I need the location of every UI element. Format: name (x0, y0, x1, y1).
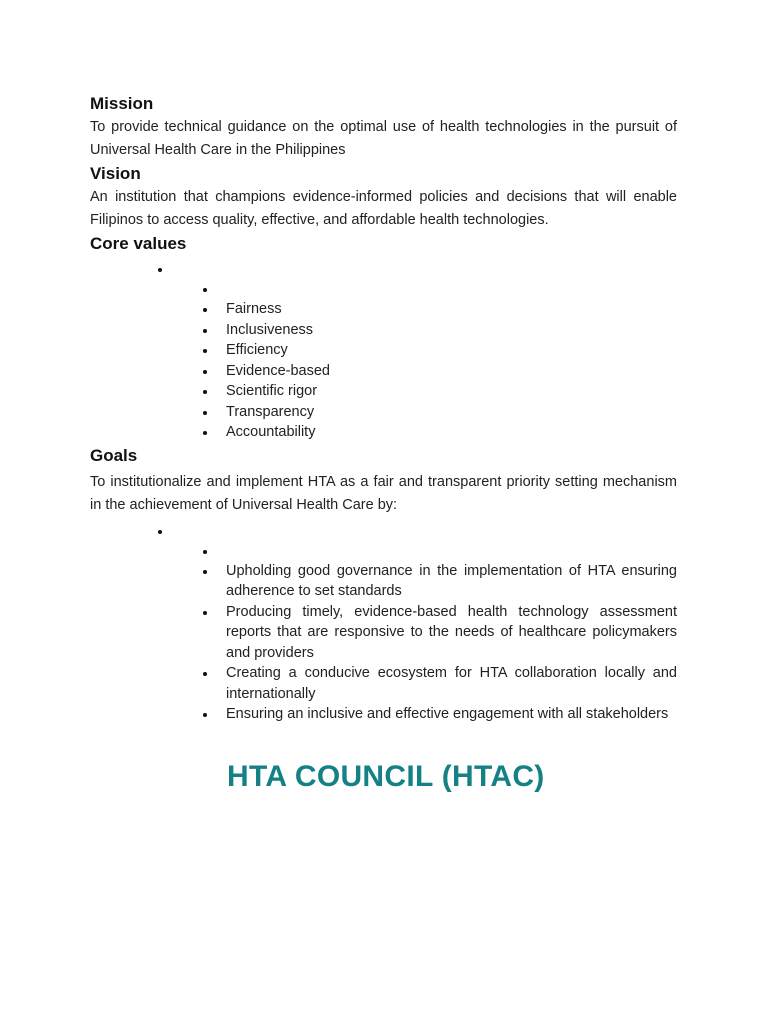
document-body (90, 92, 677, 725)
core-values-heading: Core values (90, 234, 187, 253)
list-item (90, 320, 677, 341)
core-value-label: Inclusiveness (226, 321, 314, 338)
bullet-dot-icon (203, 411, 207, 415)
empty-bullet (90, 259, 677, 279)
bullet-dot-icon (203, 713, 207, 717)
goals-heading: Goals (90, 445, 138, 465)
bullet-dot-icon (203, 570, 207, 574)
goal-label: Producing timely, evidence-based health technology assessment reports that are responsive to the needs of healthcare policymakers and providers (226, 603, 677, 661)
bullet-dot-icon (203, 672, 207, 676)
core-value-label: Accountability (226, 424, 316, 440)
core-value-label: Scientific rigor (226, 383, 318, 399)
list-item (90, 561, 677, 602)
vision-text: An institution that champions evidence-informed policies and decisions that will enable Filipinos to access quality, effective, and affordable health technologies. (90, 189, 677, 228)
list-item (90, 663, 677, 704)
list-item (90, 422, 677, 443)
list-item (90, 361, 677, 382)
bullet-dot-icon (203, 329, 207, 333)
goal-label: Ensuring an inclusive and effective engagement with all stakeholders (226, 706, 669, 722)
bullet-dot-icon (203, 349, 207, 353)
core-values-list (90, 259, 677, 443)
core-value-label: Fairness (226, 301, 282, 317)
list-item (90, 299, 677, 320)
empty-bullet (90, 521, 677, 541)
bullet-dot-icon (203, 611, 207, 615)
core-value-label: Transparency (226, 403, 315, 420)
list-item (90, 402, 677, 423)
bullet-dot-icon (203, 550, 207, 554)
mission-text: To provide technical guidance on the optimal use of health technologies in the pursuit of Universal Health Care in the Philippines (90, 119, 677, 158)
bullet-dot-icon (203, 390, 207, 394)
list-item (90, 704, 677, 725)
goal-label: Upholding good governance in the implementation of HTA ensuring adherence to set standards (226, 562, 677, 599)
bullet-dot-icon (203, 431, 207, 435)
goals-text: To institutionalize and implement HTA as a fair and transparent priority setting mechanism in the achievement of Universal Health Care by: (90, 473, 677, 513)
mission-heading: Mission (90, 94, 154, 113)
goals-list (90, 521, 677, 725)
bullet-dot-icon (203, 370, 207, 374)
core-value-label: Efficiency (226, 342, 288, 358)
goal-label: Creating a conducive ecosystem for HTA collaboration locally and internationally (226, 665, 677, 702)
empty-bullet (90, 279, 677, 299)
list-item (90, 340, 677, 361)
bullet-dot-icon (203, 308, 207, 312)
bullet-dot-icon (203, 288, 207, 292)
council-title: HTA COUNCIL (HTAC) (227, 760, 545, 793)
list-item (90, 602, 677, 664)
bullet-dot-icon (158, 530, 162, 534)
core-value-label: Evidence-based (226, 362, 330, 379)
bullet-dot-icon (158, 268, 162, 272)
empty-bullet (90, 541, 677, 561)
vision-heading: Vision (90, 164, 141, 183)
list-item (90, 381, 677, 402)
